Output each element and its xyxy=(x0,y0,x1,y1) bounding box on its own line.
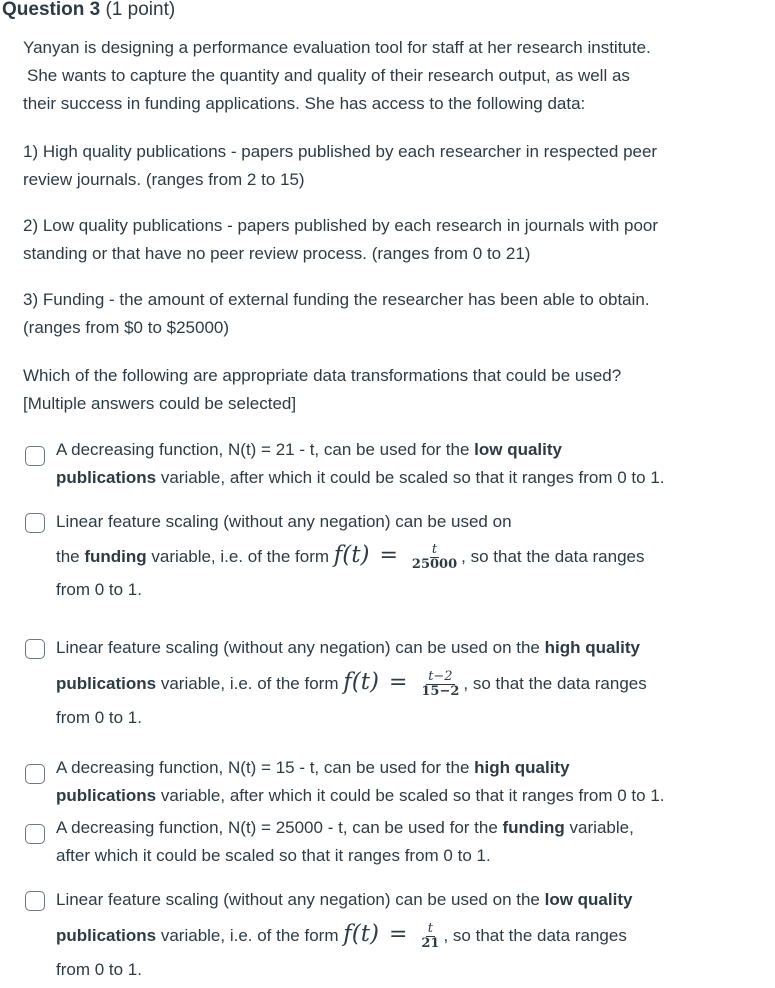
text: A decreasing function, N(t) = 15 - t, can be used for the xyxy=(56,758,475,777)
data-item-3 xyxy=(23,286,753,342)
numerator: t−2 xyxy=(428,669,453,685)
answer-option-1[interactable] xyxy=(25,436,760,492)
answer-option-3[interactable] xyxy=(25,634,760,732)
text: Linear feature scaling (without any negation) can be used on the xyxy=(56,638,545,657)
prompt-line: Which of the following are appropriate data transformations that could be used? xyxy=(23,366,622,385)
question-title: Question 3 xyxy=(2,0,101,20)
answer-text xyxy=(56,634,760,732)
data-item-line: 3) Funding - the amount of external funding the researcher has been able to obtain. xyxy=(23,290,650,309)
math-f: f xyxy=(343,921,352,947)
answer-checkbox[interactable] xyxy=(25,764,45,784)
data-item-1 xyxy=(23,138,753,194)
answer-option-4[interactable] xyxy=(25,754,760,810)
numerator: t xyxy=(431,542,438,558)
answer-option-2[interactable] xyxy=(25,508,760,604)
math-f: f xyxy=(343,669,352,695)
intro-line: Yanyan is designing a performance evaluation tool for staff at her research institute. xyxy=(23,38,651,57)
bold-text: publications xyxy=(56,926,157,945)
math-t: (t) xyxy=(351,669,379,695)
numerator: t xyxy=(427,921,434,937)
data-item-line: standing or that have no peer review process. (ranges from 0 to 21) xyxy=(23,244,531,263)
denominator: 25000 xyxy=(411,557,458,573)
fraction xyxy=(419,922,441,951)
answer-text xyxy=(56,754,760,810)
denominator: 15−2 xyxy=(421,684,460,700)
math-eq: = xyxy=(388,670,408,695)
text: variable, i.e. of the form xyxy=(146,547,334,566)
bold-text: funding xyxy=(502,818,565,837)
text: A decreasing function, N(t) = 21 - t, can be used for the xyxy=(56,440,475,459)
question-prompt xyxy=(23,362,753,418)
denominator: 21 xyxy=(421,936,440,952)
answer-text xyxy=(56,886,760,984)
text: , so that the data ranges xyxy=(463,674,647,693)
question-points: (1 point) xyxy=(105,0,176,20)
math-eq: = xyxy=(379,543,398,568)
bold-text: low quality xyxy=(474,440,562,459)
answer-text xyxy=(56,814,760,870)
math-eq: = xyxy=(388,922,408,947)
text: variable, after which it could be scaled so that it ranges from 0 to 1. xyxy=(156,468,665,487)
fraction xyxy=(419,670,461,699)
text: , so that the data ranges xyxy=(443,926,627,945)
text: , so that the data ranges xyxy=(461,547,645,566)
bold-text: publications xyxy=(56,674,157,693)
fraction xyxy=(410,543,459,572)
data-item-line: (ranges from $0 to $25000) xyxy=(23,318,230,337)
text: variable, after which it could be scaled so that it ranges from 0 to 1. xyxy=(156,786,665,805)
answer-checkbox[interactable] xyxy=(25,639,45,659)
text: after which it could be scaled so that it ranges from 0 to 1. xyxy=(56,846,491,865)
bold-text: publications xyxy=(56,786,157,805)
math-t: (t) xyxy=(351,921,379,947)
answer-option-5[interactable] xyxy=(25,814,760,870)
question-intro xyxy=(23,34,753,118)
question-header xyxy=(2,0,175,21)
text: from 0 to 1. xyxy=(56,960,142,979)
answer-text xyxy=(56,436,760,492)
intro-line: their success in funding applications. She has access to the following data: xyxy=(23,94,586,113)
text: Linear feature scaling (without any negation) can be used on xyxy=(56,512,512,531)
answer-option-6[interactable] xyxy=(25,886,760,984)
text: A decreasing function, N(t) = 25000 - t, can be used for the xyxy=(56,818,503,837)
bold-text: funding xyxy=(84,547,147,566)
text: variable, i.e. of the form xyxy=(156,926,344,945)
text: from 0 to 1. xyxy=(56,708,142,727)
bold-text: high quality xyxy=(544,638,640,657)
answer-checkbox[interactable] xyxy=(25,824,45,844)
prompt-line: [Multiple answers could be selected] xyxy=(23,394,297,413)
answer-checkbox[interactable] xyxy=(25,513,45,533)
text: from 0 to 1. xyxy=(56,580,142,599)
math-f: f xyxy=(333,542,343,568)
answer-text xyxy=(56,508,760,604)
data-item-line: 1) High quality publications - papers published by each researcher in respected peer xyxy=(23,142,658,161)
text: the xyxy=(56,547,85,566)
intro-line: She wants to capture the quantity and quality of their research output, as well as xyxy=(27,66,630,85)
data-item-2 xyxy=(23,212,753,268)
text: variable, xyxy=(564,818,634,837)
bold-text: low quality xyxy=(544,890,633,909)
text: variable, i.e. of the form xyxy=(156,674,344,693)
text: Linear feature scaling (without any negation) can be used on the xyxy=(56,890,545,909)
bold-text: publications xyxy=(56,468,157,487)
math-t: (t) xyxy=(342,542,370,568)
data-item-line: review journals. (ranges from 2 to 15) xyxy=(23,170,305,189)
answer-checkbox[interactable] xyxy=(25,891,45,911)
bold-text: high quality xyxy=(474,758,570,777)
data-item-line: 2) Low quality publications - papers published by each research in journals with poor xyxy=(23,216,659,235)
answer-checkbox[interactable] xyxy=(25,446,45,466)
